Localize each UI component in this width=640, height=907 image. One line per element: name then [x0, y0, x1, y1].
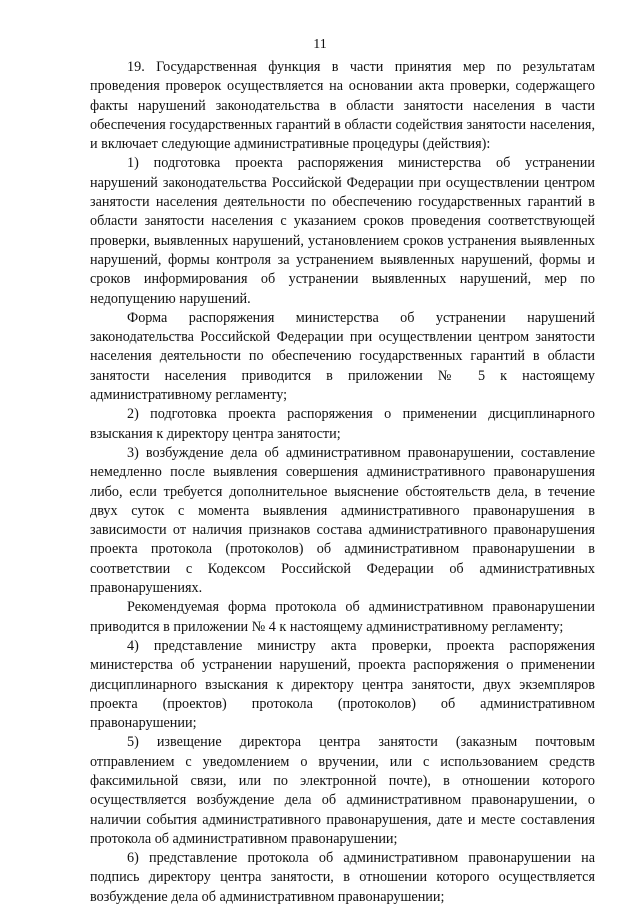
paragraph-item-6: 6) представление протокола об административном правонарушении на подпись директору центра занятости, в отношении которого осуществляется возбуждение дела об административном правонарушении;	[90, 850, 595, 905]
page-number: 11	[313, 37, 327, 52]
paragraph-form-order: Форма распоряжения министерства об устранении нарушений законодательства Российской Федерации при осуществлении центром занятости населения деятельности по обеспечению государственных гарантий в области занятости населения приводится в приложении № 5 к настоящему административному регламенту;	[90, 309, 595, 404]
paragraph-19-intro: 19. Государственная функция в части принятия мер по результатам проведения проверок осуществляется на основании акта проверки, содержащего факты нарушений законодательства в области занятости населения в части обеспечения государственных гарантий в области содействия занятости населения, и включает следующие административные процедуры (действия):	[90, 59, 595, 153]
paragraph-recommended-form: Рекомендуемая форма протокола об административном правонарушении приводится в приложении № 4 к настоящему административному регламенту;	[90, 599, 595, 635]
paragraph-item-4: 4) представление министру акта проверки, проекта распоряжения министерства об устранении нарушений, проекта распоряжения о применении дисциплинарного взыскания к директору центра занятости, двух экземпляров проекта (проектов) протокола (протоколов) об административном правонарушении;	[90, 637, 595, 732]
paragraph-item-2: 2) подготовка проекта распоряжения о применении дисциплинарного взыскания к директору центра занятости;	[90, 406, 595, 442]
paragraph-item-5: 5) извещение директора центра занятости (заказным почтовым отправлением с уведомлением о вручении, или с использованием средств факсимильной связи, или по электронной почте), в отношении которого осуществляется возбуждение дела об административном правонарушении, о наличии события административного правонарушения, дате и месте составления протокола об административном правонарушении;	[90, 734, 595, 847]
paragraph-item-3: 3) возбуждение дела об административном правонарушении, составление немедленно после выявления совершения административного правонарушения либо, если требуется дополнительное выяснение обстоятельств дела, в течение двух суток с момента выявления административного правонарушения в зависимости от наличия признаков состава административного правонарушения проекта протокола (протоколов) об административном правонарушении в соответствии с Кодексом Российской Федерации об административных правонарушениях.	[90, 444, 595, 597]
paragraph-item-1: 1) подготовка проекта распоряжения министерства об устранении нарушений законодательства Российской Федерации при осуществлении центром занятости населения деятельности по обеспечению государственных гарантий в области занятости населения с указанием сроков проведения соответствующей проверки, выявленных нарушений, установлением сроков устранения выявленных нарушений, формы контроля за устранением выявленных нарушений, формы и сроков информирования об устранении выявленных нарушений, мер по недопущению нарушений.	[90, 155, 595, 307]
document-body	[90, 58, 595, 907]
